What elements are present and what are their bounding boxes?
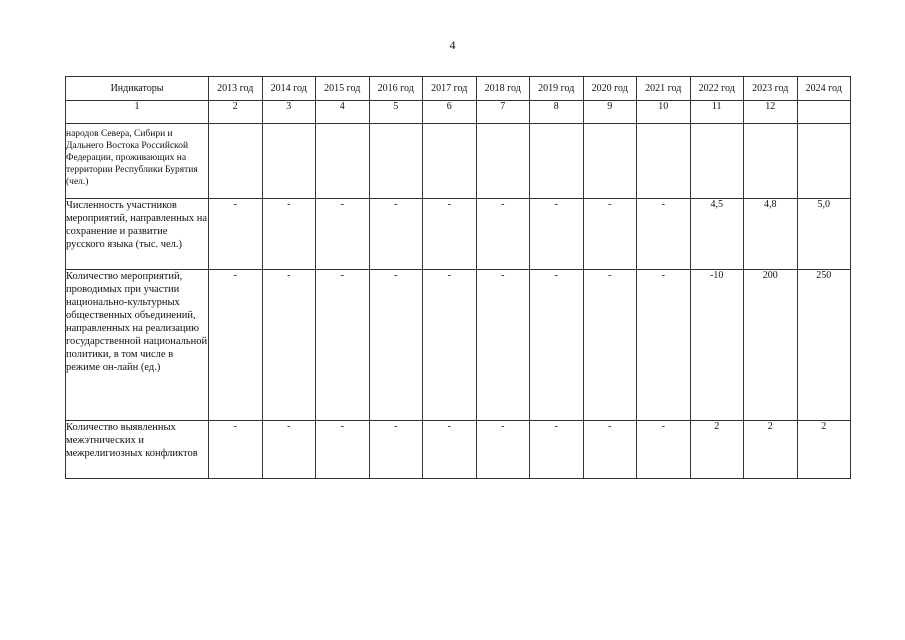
value-cell: - <box>316 199 370 270</box>
value-cell: - <box>262 270 316 421</box>
table-row <box>66 124 851 199</box>
header-cell-year: 2022 год <box>690 77 744 101</box>
column-number-row <box>66 101 851 124</box>
indicator-cell: народов Севера, Сибири и Дальнего Востока Российской Федерации, проживающих на территории Республики Бурятия (чел.) <box>66 124 209 199</box>
header-cell-year: 2018 год <box>476 77 530 101</box>
value-cell: - <box>423 270 477 421</box>
header-cell-year: 2014 год <box>262 77 316 101</box>
value-cell: 200 <box>744 270 798 421</box>
value-cell: - <box>369 199 423 270</box>
header-cell-year: 2019 год <box>530 77 584 101</box>
column-number-cell: 1 <box>66 101 209 124</box>
value-cell <box>209 124 263 199</box>
value-cell: - <box>637 421 691 479</box>
value-cell <box>369 124 423 199</box>
value-cell <box>744 124 798 199</box>
value-cell: 2 <box>690 421 744 479</box>
column-number-cell <box>797 101 851 124</box>
column-number-cell: 12 <box>744 101 798 124</box>
table-row <box>66 270 851 421</box>
value-cell: - <box>316 421 370 479</box>
value-cell: - <box>369 270 423 421</box>
value-cell <box>583 124 637 199</box>
value-cell: 4,8 <box>744 199 798 270</box>
value-cell <box>262 124 316 199</box>
value-cell: - <box>209 421 263 479</box>
column-number-cell: 11 <box>690 101 744 124</box>
value-cell: - <box>583 270 637 421</box>
column-number-cell: 8 <box>530 101 584 124</box>
column-number-cell: 7 <box>476 101 530 124</box>
table-row <box>66 421 851 479</box>
indicators-table <box>65 76 851 479</box>
header-row <box>66 77 851 101</box>
value-cell: - <box>423 199 477 270</box>
value-cell: 5,0 <box>797 199 851 270</box>
page-number: 4 <box>449 38 456 52</box>
value-cell: - <box>476 421 530 479</box>
value-cell <box>316 124 370 199</box>
value-cell: - <box>316 270 370 421</box>
value-cell: - <box>583 421 637 479</box>
header-cell-year: 2020 год <box>583 77 637 101</box>
value-cell: - <box>476 270 530 421</box>
header-cell-year: 2016 год <box>369 77 423 101</box>
column-number-cell: 6 <box>423 101 477 124</box>
value-cell: 2 <box>744 421 798 479</box>
value-cell <box>530 124 584 199</box>
value-cell <box>637 124 691 199</box>
column-number-cell: 3 <box>262 101 316 124</box>
header-cell-year: 2021 год <box>637 77 691 101</box>
header-cell-year: 2023 год <box>744 77 798 101</box>
value-cell <box>690 124 744 199</box>
value-cell: -10 <box>690 270 744 421</box>
indicator-cell: Количество мероприятий, проводимых при участии национально-культурных общественных объединений, направленных на реализацию государственной национальной политики, в том числе в режиме он-лайн (ед.) <box>66 270 209 421</box>
value-cell: - <box>423 421 477 479</box>
header-cell-year: 2013 год <box>209 77 263 101</box>
header-cell-indicators: Индикаторы <box>66 77 209 101</box>
value-cell: - <box>583 199 637 270</box>
value-cell: 2 <box>797 421 851 479</box>
column-number-cell: 5 <box>369 101 423 124</box>
value-cell <box>797 124 851 199</box>
value-cell: - <box>530 270 584 421</box>
column-number-cell: 10 <box>637 101 691 124</box>
column-number-cell: 9 <box>583 101 637 124</box>
column-number-cell: 2 <box>209 101 263 124</box>
value-cell <box>423 124 477 199</box>
value-cell: - <box>369 421 423 479</box>
value-cell: - <box>637 199 691 270</box>
header-cell-year: 2024 год <box>797 77 851 101</box>
value-cell: - <box>262 421 316 479</box>
value-cell: 250 <box>797 270 851 421</box>
value-cell: - <box>209 199 263 270</box>
indicator-cell: Количество выявленных межэтнических и межрелигиозных конфликтов <box>66 421 209 479</box>
column-number-cell: 4 <box>316 101 370 124</box>
header-cell-year: 2017 год <box>423 77 477 101</box>
value-cell: - <box>476 199 530 270</box>
table-row <box>66 199 851 270</box>
value-cell: 4,5 <box>690 199 744 270</box>
indicator-cell: Численность участников мероприятий, направленных на сохранение и развитие русского языка (тыс. чел.) <box>66 199 209 270</box>
value-cell: - <box>637 270 691 421</box>
value-cell: - <box>530 421 584 479</box>
value-cell <box>476 124 530 199</box>
value-cell: - <box>530 199 584 270</box>
value-cell: - <box>262 199 316 270</box>
header-cell-year: 2015 год <box>316 77 370 101</box>
value-cell: - <box>209 270 263 421</box>
